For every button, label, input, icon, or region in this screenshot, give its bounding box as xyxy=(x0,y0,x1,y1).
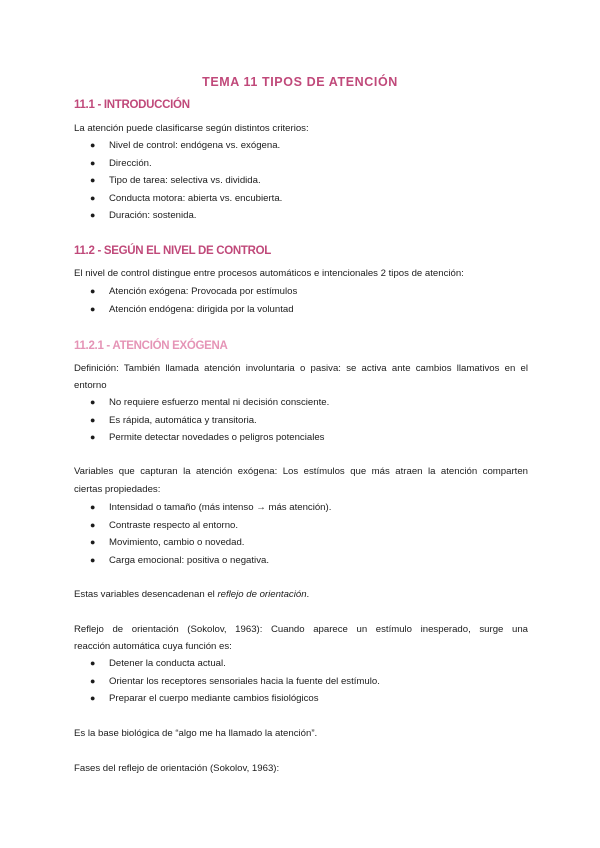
bullet-icon: ● xyxy=(90,303,96,314)
paragraph-reflejo-trigger: Estas variables desencadenan el reflejo de orientación. xyxy=(74,589,310,600)
list-criterios xyxy=(74,137,528,225)
list-item: ● Contraste respecto al entorno. xyxy=(74,517,528,535)
bullet-icon: ● xyxy=(90,658,96,668)
bullet-icon: ● xyxy=(90,140,96,150)
paragraph-intro: La atención puede clasificarse según distintos criterios: xyxy=(74,123,309,134)
page-title: TEMA 11 TIPOS DE ATENCIÓN xyxy=(202,75,398,89)
section-heading-introduccion: 11.1 - INTRODUCCIÓN xyxy=(74,99,190,111)
bullet-icon: ● xyxy=(90,693,96,704)
subsection-heading-exogena: 11.2.1 - ATENCIÓN EXÓGENA xyxy=(74,340,228,352)
list-item: ● Preparar el cuerpo mediante cambios fisiológicos xyxy=(74,690,528,708)
list-item: ● Tipo de tarea: selectiva vs. dividida. xyxy=(74,172,528,190)
bullet-icon: ● xyxy=(90,537,96,548)
italic-term: reflejo de orientación xyxy=(217,589,307,600)
list-item: ● Detener la conducta actual. xyxy=(74,655,528,673)
list-item: ● Conducta motora: abierta vs. encubierta. xyxy=(74,190,528,208)
list-definicion xyxy=(74,394,528,447)
bullet-icon: ● xyxy=(90,502,96,512)
paragraph-definicion-line1: Definición: También llamada atención involuntaria o pasiva: se activa ante cambios llamativos en el xyxy=(74,363,528,374)
list-item: ● Nivel de control: endógena vs. exógena. xyxy=(74,137,528,155)
list-item: ● Atención endógena: dirigida por la voluntad xyxy=(74,301,528,319)
bullet-icon: ● xyxy=(90,675,96,686)
paragraph-variables-line1: Variables que capturan la atención exógena: Los estímulos que más atraen la atención comparten xyxy=(74,466,528,477)
list-item: ● Duración: sostenida. xyxy=(74,207,528,225)
bullet-icon: ● xyxy=(90,554,96,565)
list-tipos-atencion xyxy=(74,283,528,318)
list-item: ● Intensidad o tamaño (más intenso → más atención). xyxy=(74,499,528,517)
paragraph-fases: Fases del reflejo de orientación (Sokolov, 1963): xyxy=(74,763,280,774)
bullet-icon: ● xyxy=(90,175,96,186)
bullet-icon: ● xyxy=(90,519,96,530)
list-item: ● Carga emocional: positiva o negativa. xyxy=(74,552,528,570)
list-item: ● Es rápida, automática y transitoria. xyxy=(74,412,528,430)
paragraph-variables-line2: ciertas propiedades: xyxy=(74,484,161,495)
paragraph-base-biologica: Es la base biológica de “algo me ha llamado la atención”. xyxy=(74,728,318,739)
bullet-icon: ● xyxy=(90,192,96,203)
list-variables xyxy=(74,499,528,569)
paragraph-reflejo-line2: reacción automática cuya función es: xyxy=(74,641,232,652)
list-item: ● Permite detectar novedades o peligros potenciales xyxy=(74,429,528,447)
bullet-icon: ● xyxy=(90,210,96,221)
section-heading-nivel-control: 11.2 - SEGÚN EL NIVEL DE CONTROL xyxy=(74,245,272,257)
paragraph-nivel-control: El nivel de control distingue entre procesos automáticos e intencionales 2 tipos de atención: xyxy=(74,268,464,279)
paragraph-definicion-line2: entorno xyxy=(74,380,107,391)
bullet-icon: ● xyxy=(90,286,96,296)
list-item: ● Orientar los receptores sensoriales hacia la fuente del estímulo. xyxy=(74,673,528,691)
paragraph-reflejo-line1: Reflejo de orientación (Sokolov, 1963): Cuando aparece un estímulo inesperado, surge una xyxy=(74,624,528,635)
list-item: ● Movimiento, cambio o novedad. xyxy=(74,534,528,552)
list-item: ● Dirección. xyxy=(74,155,528,173)
bullet-icon: ● xyxy=(90,397,96,407)
bullet-icon: ● xyxy=(90,432,96,443)
bullet-icon: ● xyxy=(90,157,96,168)
bullet-icon: ● xyxy=(90,414,96,425)
list-item: ● Atención exógena: Provocada por estímulos xyxy=(74,283,528,301)
list-reflejo xyxy=(74,655,528,708)
list-item: ● No requiere esfuerzo mental ni decisión consciente. xyxy=(74,394,528,412)
